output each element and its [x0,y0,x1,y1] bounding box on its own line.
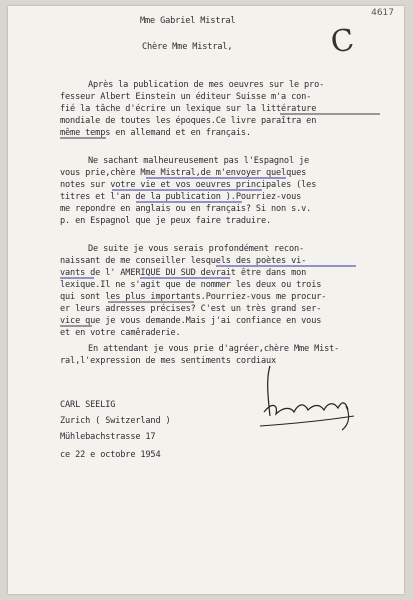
p2-line: Ne sachant malheureusement pas l'Espagnol je [88,156,310,166]
p1-line: Après la publication de mes oeuvres sur le pro- [88,80,325,90]
p4-line: En attendant je vous prie d'agréer,chère Mme Mist- [88,344,340,354]
p3-line: lexique.Il ne s'agit que de nommer les deux ou trois [60,280,322,290]
p4-line: ral,l'expression de mes sentiments cordiaux [60,356,277,366]
p3-line: er leurs adresses précises? C'est un très grand ser- [60,304,322,314]
salutation-line: Chère Mme Mistral, [142,42,233,52]
sender-city: Zurich ( Switzerland ) [60,416,171,426]
p2-line: me repondre en anglais ou en français? Si non s.v. [60,204,312,214]
sender-street: Mühlebachstrasse 17 [60,432,156,442]
archive-pencil-number: 4617 [371,8,394,18]
signature-stroke [264,403,348,414]
p2-line: notes sur votre vie et vos oeuvres principales (les [60,180,317,190]
p3-line: vants de l' AMERIQUE DU SUD devrait être dans mon [60,268,307,278]
addressee-line: Mme Gabriel Mistral [140,16,236,26]
p2-line: titres et l'an de la publication ).Pourriez-vous [60,192,302,202]
hand-annotations [8,6,404,594]
p2-line: p. en Espagnol que je peux faire traduire. [60,216,272,226]
p1-line: fesseur Albert Einstein un éditeur Suisse m'a con- [60,92,312,102]
letter-sheet [8,6,404,594]
p2-line: vous prie,chère Mme Mistral,de m'envoyer quelques [60,168,307,178]
p1-line: mondiale de toutes les époques.Ce livre paraîtra en [60,116,317,126]
letter-date: ce 22 e octobre 1954 [60,450,161,460]
p3-line: De suite je vous serais profondément recon- [88,244,305,254]
p1-line: fié la tâche d'écrire un lexique sur la littérature [60,104,317,114]
signature-underline [260,416,354,426]
p3-line: vice que je vous demande.Mais j'ai confiance en vous [60,316,322,326]
p1-line: même temps en allemand et en français. [60,128,251,138]
p3-line: et en votre camêraderie. [60,328,181,338]
p3-line: naissant de me conseiller lesquels des poètes vi- [60,256,307,266]
p3-line: qui sont les plus importants.Pourriez-vous me procur- [60,292,327,302]
archive-pencil-letter: C [328,22,357,61]
sender-name: CARL SEELIG [60,400,116,410]
